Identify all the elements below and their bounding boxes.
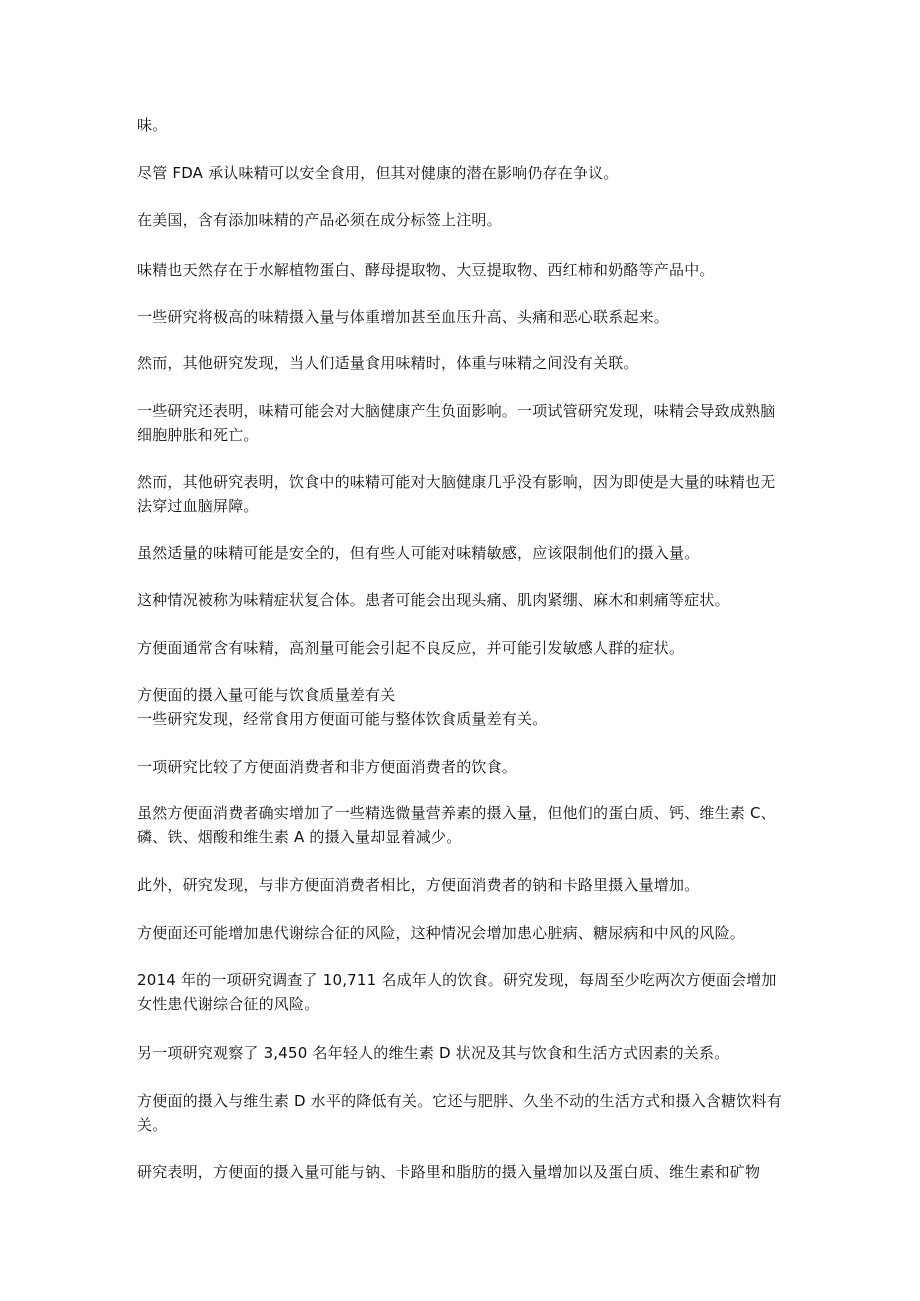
paragraph-17: 2014 年的一项研究调查了 10,711 名成年人的饮食。研究发现，每周至少吃两次方便面会增加女性患代谢综合征的风险。: [137, 971, 777, 1013]
paragraph-18: 另一项研究观察了 3,450 名年轻人的维生素 D 状况及其与饮食和生活方式因素的关系。: [137, 1044, 730, 1062]
paragraph-7: 一些研究还表明，味精可能会对大脑健康产生负面影响。一项试管研究发现，味精会导致成熟脑细胞肿胀和死亡。: [137, 402, 776, 444]
paragraph-15: 此外，研究发现，与非方便面消费者相比，方便面消费者的钠和卡路里摄入量增加。: [137, 876, 700, 894]
paragraph-19: 方便面的摄入与维生素 D 水平的降低有关。它还与肥胖、久坐不动的生活方式和摄入含糖饮料有关。: [137, 1092, 782, 1134]
paragraph-8: 然而，其他研究表明，饮食中的味精可能对大脑健康几乎没有影响，因为即使是大量的味精也无法穿过血脑屏障。: [137, 473, 776, 515]
section-heading: 方便面的摄入量可能与饮食质量差有关: [137, 686, 396, 704]
paragraph-10: 这种情况被称为味精症状复合体。患者可能会出现头痛、肌肉紧绷、麻木和刺痛等症状。: [137, 591, 730, 609]
paragraph-4: 味精也天然存在于水解植物蛋白、酵母提取物、大豆提取物、西红柿和奶酪等产品中。: [137, 261, 715, 279]
paragraph-16: 方便面还可能增加患代谢综合征的风险，这种情况会增加患心脏病、糖尿病和中风的风险。: [137, 924, 746, 942]
paragraph-2: 尽管 FDA 承认味精可以安全食用，但其对健康的潜在影响仍存在争议。: [137, 164, 619, 182]
paragraph-6: 然而，其他研究发现，当人们适量食用味精时，体重与味精之间没有关联。: [137, 354, 639, 372]
paragraph-14: 虽然方便面消费者确实增加了一些精选微量营养素的摄入量，但他们的蛋白质、钙、维生素 C、磷、铁、烟酸和维生素 A 的摄入量却显着减少。: [137, 804, 776, 846]
paragraph-5: 一些研究将极高的味精摄入量与体重增加甚至血压升高、头痛和恶心联系起来。: [137, 308, 670, 326]
paragraph-3: 在美国，含有添加味精的产品必须在成分标签上注明。: [137, 211, 502, 229]
paragraph-13: 一项研究比较了方便面消费者和非方便面消费者的饮食。: [137, 758, 518, 776]
paragraph-1: 味。: [137, 116, 168, 134]
paragraph-11: 方便面通常含有味精，高剂量可能会引起不良反应，并可能引发敏感人群的症状。: [137, 639, 685, 657]
paragraph-9: 虽然适量的味精可能是安全的，但有些人可能对味精敏感，应该限制他们的摄入量。: [137, 544, 700, 562]
paragraph-20: 研究表明，方便面的摄入量可能与钠、卡路里和脂肪的摄入量增加以及蛋白质、维生素和矿物: [137, 1163, 761, 1181]
paragraph-12: 一些研究发现，经常食用方便面可能与整体饮食质量差有关。: [137, 710, 548, 728]
